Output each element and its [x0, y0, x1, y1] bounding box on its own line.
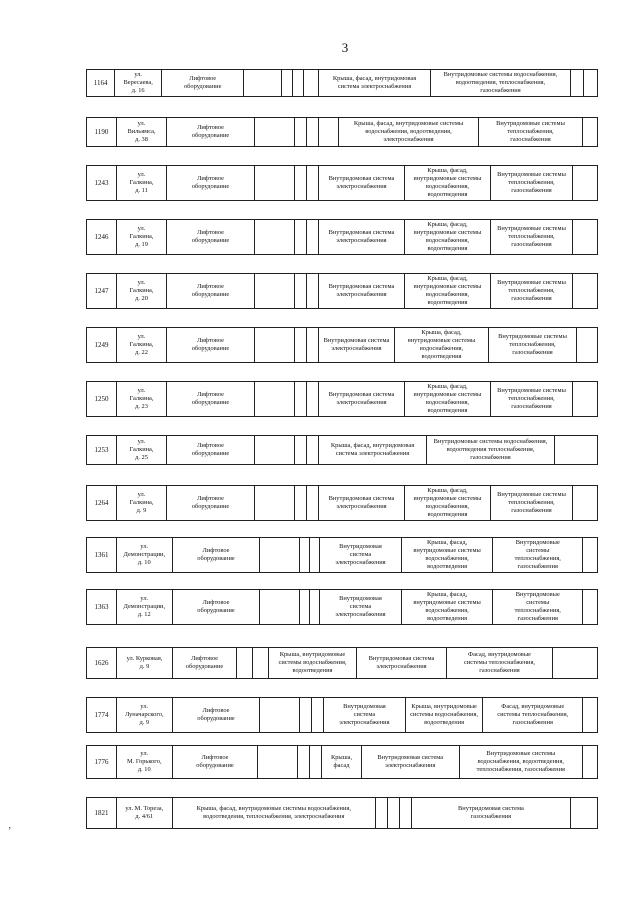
cell-work2: Внутридомовые системы теплоснабжения, газоснабжения: [479, 118, 583, 146]
cell-empty: [258, 746, 298, 778]
cell-empty: [573, 486, 587, 520]
cell-work1: Крыша, фасад, внутридомовая система электроснабжения: [319, 70, 431, 96]
cell-empty: [255, 166, 295, 200]
cell-work3: Внутридомовые системы теплоснабжения, газоснабжения: [491, 220, 573, 254]
cell-empty: [583, 698, 597, 732]
cell-empty: [307, 220, 319, 254]
cell-equipment: Лифтовое оборудование: [173, 648, 237, 678]
cell-empty: [584, 70, 597, 96]
cell-work1: Внутридомовая система электроснабжения: [324, 698, 406, 732]
cell-id: 1774: [87, 698, 117, 732]
cell-id: 1250: [87, 382, 117, 416]
cell-empty: [260, 538, 300, 572]
cell-work1: Крыша, фасад, внутридомовые системы водоснабжения, водоотведения, теплоснабжения, электроснабжения: [173, 798, 376, 828]
cell-empty: [255, 328, 295, 362]
cell-address: ул. М. Горького, д. 10: [117, 746, 173, 778]
cell-work3: Внутридомовые системы теплоснабжения, газоснабжения: [493, 590, 583, 624]
cell-empty: [310, 538, 320, 572]
cell-equipment: Лифтовое оборудование: [173, 746, 259, 778]
cell-id: 1361: [87, 538, 117, 572]
cell-id: 1247: [87, 274, 117, 308]
cell-work2: Крыша, фасад, внутридомовые системы водоснабжения, водоотведения: [402, 590, 494, 624]
cell-work2: Внутридомовая система газоснабжения: [412, 798, 571, 828]
cell-empty: [304, 70, 319, 96]
table-row: [86, 327, 598, 363]
cell-id: 1249: [87, 328, 117, 362]
cell-work3: Внутридомовые системы теплоснабжения, газоснабжения: [491, 382, 573, 416]
cell-empty: [253, 648, 269, 678]
cell-address: ул. Вильямса, д. 38: [117, 118, 167, 146]
table-row: [86, 745, 598, 779]
cell-id: 1776: [87, 746, 117, 778]
cell-empty: [255, 118, 295, 146]
cell-address: ул. Галкина, д. 9: [117, 486, 167, 520]
table-row: [86, 589, 598, 625]
cell-empty: [295, 118, 307, 146]
cell-empty: [300, 590, 310, 624]
cell-id: 1253: [87, 436, 117, 464]
cell-id: 1626: [87, 648, 117, 678]
cell-address: ул. Галкина, д. 19: [117, 220, 167, 254]
cell-empty: [577, 328, 591, 362]
cell-work1: Крыша, фасад: [322, 746, 362, 778]
cell-id: 1243: [87, 166, 117, 200]
cell-equipment: Лифтовое оборудование: [173, 590, 261, 624]
cell-equipment: Лифтовое оборудование: [162, 70, 244, 96]
table-row: [86, 273, 598, 309]
cell-work3: Внутридомовые системы теплоснабжения, газоснабжения: [491, 486, 573, 520]
cell-empty: [295, 382, 307, 416]
page-number: 3: [341, 40, 349, 55]
cell-empty: [295, 166, 307, 200]
cell-empty: [388, 798, 400, 828]
cell-address: ул. Галкина, д. 22: [117, 328, 167, 362]
cell-work2: Крыша, фасад, внутридомовые системы водоснабжения, водоотведения: [405, 220, 491, 254]
cell-empty: [400, 798, 412, 828]
cell-id: 1264: [87, 486, 117, 520]
cell-address: ул. Демонстрации, д. 12: [117, 590, 173, 624]
cell-work3: Внутридомовые системы теплоснабжения, газоснабжения: [491, 166, 573, 200]
cell-empty: [307, 436, 319, 464]
cell-work2: Внутридомовая система электроснабжения: [362, 746, 460, 778]
cell-empty: [237, 648, 253, 678]
cell-equipment: Лифтовое оборудование: [167, 118, 255, 146]
cell-work2: Внутридомовые системы водоснабжения, водоотведения, теплоснабжения, газоснабжения: [431, 70, 571, 96]
cell-empty: [573, 382, 587, 416]
cell-equipment: Лифтовое оборудование: [167, 220, 255, 254]
table-row: [86, 435, 598, 465]
cell-empty: [555, 436, 585, 464]
cell-empty: [295, 486, 307, 520]
cell-empty: [307, 486, 319, 520]
cell-work2: Крыша, фасад, внутридомовые системы водоснабжения, водоотведения: [405, 166, 491, 200]
cell-address: ул. Галкина, д. 23: [117, 382, 167, 416]
table-row: [86, 69, 598, 97]
cell-empty: [300, 698, 312, 732]
cell-empty: [307, 328, 319, 362]
cell-equipment: Лифтовое оборудование: [167, 382, 255, 416]
table-row: [86, 381, 598, 417]
cell-equipment: Лифтовое оборудование: [167, 166, 255, 200]
cell-empty: [260, 590, 300, 624]
cell-equipment: Лифтовое оборудование: [173, 538, 261, 572]
cell-work2: Крыша, внутридомовые системы водоснабжения, водоотведения: [406, 698, 484, 732]
cell-address: ул. Галкина, д. 11: [117, 166, 167, 200]
cell-address: ул. Курковая, д. 9: [117, 648, 173, 678]
cell-work3: Фасад, внутридомовые системы теплоснабжения, газоснабжения: [447, 648, 553, 678]
cell-equipment: Лифтовое оборудование: [173, 698, 261, 732]
cell-empty: [293, 70, 304, 96]
table-row: [86, 537, 598, 573]
table-row: [86, 165, 598, 201]
cell-id: 1246: [87, 220, 117, 254]
cell-empty: [310, 590, 320, 624]
cell-id: 1363: [87, 590, 117, 624]
cell-empty: [298, 746, 310, 778]
table-row: [86, 797, 598, 829]
cell-empty: [553, 648, 587, 678]
cell-id: 1190: [87, 118, 117, 146]
table-row: [86, 219, 598, 255]
cell-empty: [282, 70, 293, 96]
cell-work1: Крыша, фасад, внутридомовая система электроснабжения: [319, 436, 427, 464]
table-row: [86, 647, 598, 679]
cell-work2: Внутридомовые системы водоснабжения, водоотведения теплоснабжения, газоснабжения: [427, 436, 555, 464]
cell-empty: [571, 70, 584, 96]
cell-work1: Внутридомовая система электроснабжения: [319, 486, 405, 520]
cell-empty: [571, 798, 597, 828]
cell-empty: [312, 698, 324, 732]
cell-work1: Внутридомовая система электроснабжения: [320, 590, 402, 624]
cell-work3: Внутридомовые системы теплоснабжения, газоснабжения: [491, 274, 573, 308]
cell-empty: [307, 118, 319, 146]
cell-empty: [376, 798, 388, 828]
cell-work2: Крыша, фасад, внутридомовые системы водоснабжения, водоотведения: [405, 382, 491, 416]
cell-empty: [307, 274, 319, 308]
cell-equipment: Лифтовое оборудование: [167, 328, 255, 362]
cell-empty: [573, 220, 587, 254]
cell-work2: Крыша, фасад, внутридомовые системы водоснабжения, водоотведения: [405, 274, 491, 308]
cell-work3: Внутридомовые системы водоснабжения, водоотведения, теплоснабжения, газоснабжения: [460, 746, 584, 778]
cell-empty: [310, 746, 322, 778]
cell-empty: [295, 274, 307, 308]
cell-address: ул. Луначарского, д. 9: [117, 698, 173, 732]
cell-empty: [255, 274, 295, 308]
cell-empty: [319, 118, 339, 146]
cell-work3: Внутридомовые системы теплоснабжения, газоснабжения: [489, 328, 577, 362]
cell-empty: [260, 698, 300, 732]
cell-work2: Крыша, фасад, внутридомовые системы водоснабжения, водоотведения: [402, 538, 494, 572]
cell-address: ул. Демонстрации, д. 10: [117, 538, 173, 572]
cell-work2: Крыша, фасад, внутридомовые системы водоснабжения, водоотведения: [405, 486, 491, 520]
cell-work2: Внутридомовая система электроснабжения: [357, 648, 447, 678]
cell-empty: [255, 382, 295, 416]
table-row: [86, 485, 598, 521]
margin-mark: ’: [8, 826, 12, 837]
cell-address: ул. М. Тореза, д. 4/61: [117, 798, 173, 828]
cell-empty: [255, 436, 295, 464]
cell-empty: [583, 746, 597, 778]
cell-work3: Внутридомовые системы теплоснабжения, газоснабжения: [493, 538, 583, 572]
cell-address: ул. Галкина, д. 20: [117, 274, 167, 308]
cell-work2: Крыша, фасад, внутридомовые системы водоснабжения, водоотведения: [395, 328, 489, 362]
cell-work1: Внутридомовая система электроснабжения: [319, 274, 405, 308]
cell-empty: [583, 118, 597, 146]
cell-id: 1821: [87, 798, 117, 828]
cell-work1: Внутридомовая система электроснабжения: [319, 166, 405, 200]
cell-work3: Фасад, внутридомовые системы теплоснабжения, газоснабжения: [483, 698, 583, 732]
cell-work1: Внутридомовая система электроснабжения: [320, 538, 402, 572]
table-row: [86, 117, 598, 147]
cell-empty: [244, 70, 281, 96]
cell-address: ул. Вересаева, д. 16: [115, 70, 162, 96]
table-row: [86, 697, 598, 733]
cell-empty: [255, 486, 295, 520]
cell-work1: Крыша, фасад, внутридомовые системы водоснабжения, водоотведения, электроснабжения: [339, 118, 479, 146]
cell-work1: Крыша, внутридомовые системы водоснабжения, водоотведения: [269, 648, 357, 678]
cell-equipment: Лифтовое оборудование: [167, 486, 255, 520]
cell-empty: [583, 590, 597, 624]
cell-work1: Внутридомовая система электроснабжения: [319, 328, 395, 362]
cell-equipment: Лифтовое оборудование: [167, 274, 255, 308]
cell-id: 1164: [87, 70, 115, 96]
cell-empty: [295, 328, 307, 362]
cell-empty: [307, 382, 319, 416]
cell-empty: [573, 166, 587, 200]
cell-empty: [307, 166, 319, 200]
cell-empty: [255, 220, 295, 254]
cell-work1: Внутридомовая система электроснабжения: [319, 220, 405, 254]
cell-equipment: Лифтовое оборудование: [167, 436, 255, 464]
cell-empty: [295, 220, 307, 254]
cell-address: ул. Галкина, д. 25: [117, 436, 167, 464]
cell-empty: [573, 274, 587, 308]
cell-empty: [583, 538, 597, 572]
cell-empty: [300, 538, 310, 572]
cell-empty: [295, 436, 307, 464]
cell-work1: Внутридомовая система электроснабжения: [319, 382, 405, 416]
